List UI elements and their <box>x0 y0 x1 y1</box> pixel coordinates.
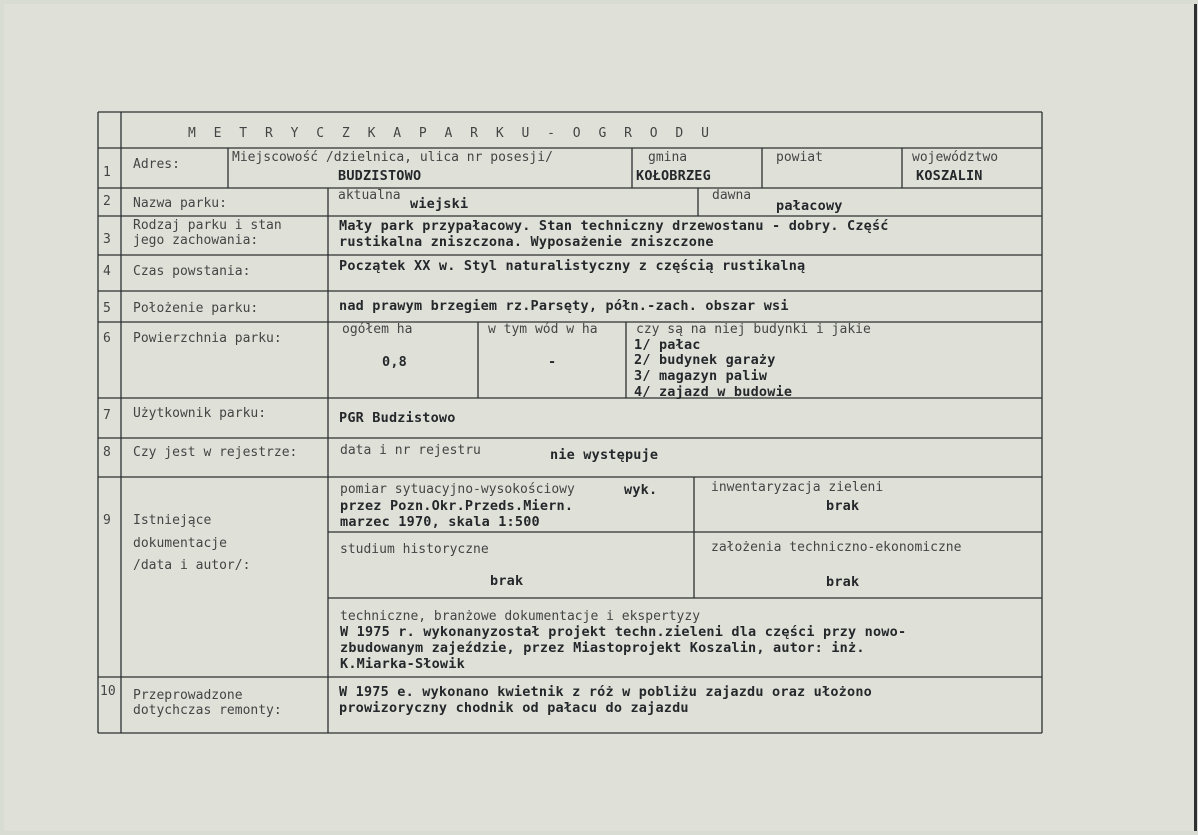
inventory-label: inwentaryzacja zieleni <box>711 480 884 495</box>
row-number: 5 <box>103 301 111 316</box>
history-study-label: studium historyczne <box>340 542 489 557</box>
building-item: 2/ budynek garaży <box>634 352 776 368</box>
total-area-value: 0,8 <box>382 354 407 370</box>
tech-docs-value: zbudowanym zajeździe, przez Miastoprojekt Koszalin, autor: inż. <box>340 640 865 656</box>
locality-value: BUDZISTOWO <box>338 168 422 184</box>
row-label: Położenie parku: <box>133 301 259 316</box>
water-area-label: w tym wód w ha <box>488 322 598 337</box>
row-number: 4 <box>103 264 111 279</box>
survey-value: marzec 1970, skala 1:500 <box>340 514 540 530</box>
row-number: 9 <box>103 513 111 528</box>
tech-docs-value: W 1975 r. wykonanyzostał projekt techn.zieleni dla części przy nowo- <box>340 624 907 640</box>
building-item: 4/ zajazd w budowie <box>634 384 793 400</box>
row-label: dokumentacje <box>133 536 227 551</box>
gmina-label: gmina <box>648 150 688 165</box>
row-number: 2 <box>103 194 111 209</box>
renovations-value: prowizoryczny chodnik od pałacu do zajazdu <box>339 700 689 716</box>
renovations-value: W 1975 e. wykonano kwietnik z róż w pobliżu zajazdu oraz ułożono <box>339 684 872 700</box>
park-user-value: PGR Budzistowo <box>339 410 456 426</box>
building-item: 1/ pałac <box>634 337 701 353</box>
row-number: 10 <box>100 684 116 699</box>
row-label: Istniejące <box>133 513 212 528</box>
history-study-value: brak <box>490 573 524 589</box>
park-type-value: rustikalna zniszczona. Wyposażenie zniszczone <box>339 234 714 250</box>
row-number: 8 <box>103 445 111 460</box>
survey-label: pomiar sytuacyjno-wysokościowy <box>340 482 575 497</box>
row-label: Rodzaj parku i stan <box>133 218 282 233</box>
tech-docs-value: K.Miarka-Słowik <box>340 656 465 672</box>
form-title: M E T R Y C Z K A P A R K U - O G R O D U <box>188 126 711 141</box>
water-area-value: - <box>548 354 557 370</box>
building-item: 3/ magazyn paliw <box>634 368 768 384</box>
current-name-label: aktualna <box>338 188 401 203</box>
tech-docs-label: techniczne, branżowe dokumentacje i ekspertyzy <box>340 609 701 624</box>
row-number: 3 <box>103 232 111 247</box>
former-name-label: dawna <box>712 188 752 203</box>
voivodeship-label: województwo <box>912 150 999 165</box>
tech-econ-label: założenia techniczno-ekonomiczne <box>711 540 962 555</box>
row-number: 7 <box>103 408 111 423</box>
register-label: data i nr rejestru <box>340 443 481 458</box>
tech-econ-value: brak <box>826 574 860 590</box>
buildings-label: czy są na niej budynki i jakie <box>636 322 871 337</box>
location-value: nad prawym brzegiem rz.Parsęty, półn.-zach. obszar wsi <box>339 298 789 314</box>
voivodeship-value: KOSZALIN <box>916 168 983 184</box>
current-name-value: wiejski <box>410 196 469 212</box>
creation-time-value: Początek XX w. Styl naturalistyczny z częścią rustikalną <box>339 258 806 274</box>
register-value: nie występuje <box>550 447 659 463</box>
row-label: Czas powstania: <box>133 264 251 279</box>
park-type-value: Mały park przypałacowy. Stan techniczny drzewostanu - dobry. Część <box>339 218 889 234</box>
row-label: dotychczas remonty: <box>133 703 282 718</box>
row-label: Użytkownik parku: <box>133 406 267 421</box>
inventory-value: brak <box>826 498 860 514</box>
row-label: Czy jest w rejestrze: <box>133 445 298 460</box>
locality-label: Miejscowość /dzielnica, ulica nr posesji/ <box>232 150 553 165</box>
former-name-value: pałacowy <box>776 198 843 214</box>
total-area-label: ogółem ha <box>342 322 413 337</box>
row-label: Adres: <box>133 157 180 172</box>
row-label: Przeprowadzone <box>133 688 243 703</box>
row-number: 1 <box>103 165 111 180</box>
row-label: Nazwa parku: <box>133 196 227 211</box>
row-label: jego zachowania: <box>133 233 259 248</box>
row-label: Powierzchnia parku: <box>133 331 282 346</box>
row-number: 6 <box>103 331 111 346</box>
powiat-label: powiat <box>776 150 823 165</box>
gmina-value: KOŁOBRZEG <box>636 168 711 184</box>
survey-value: wyk. <box>624 482 658 498</box>
row-label: /data i autor/: <box>133 558 251 573</box>
survey-value: przez Pozn.Okr.Przeds.Miern. <box>340 498 574 514</box>
